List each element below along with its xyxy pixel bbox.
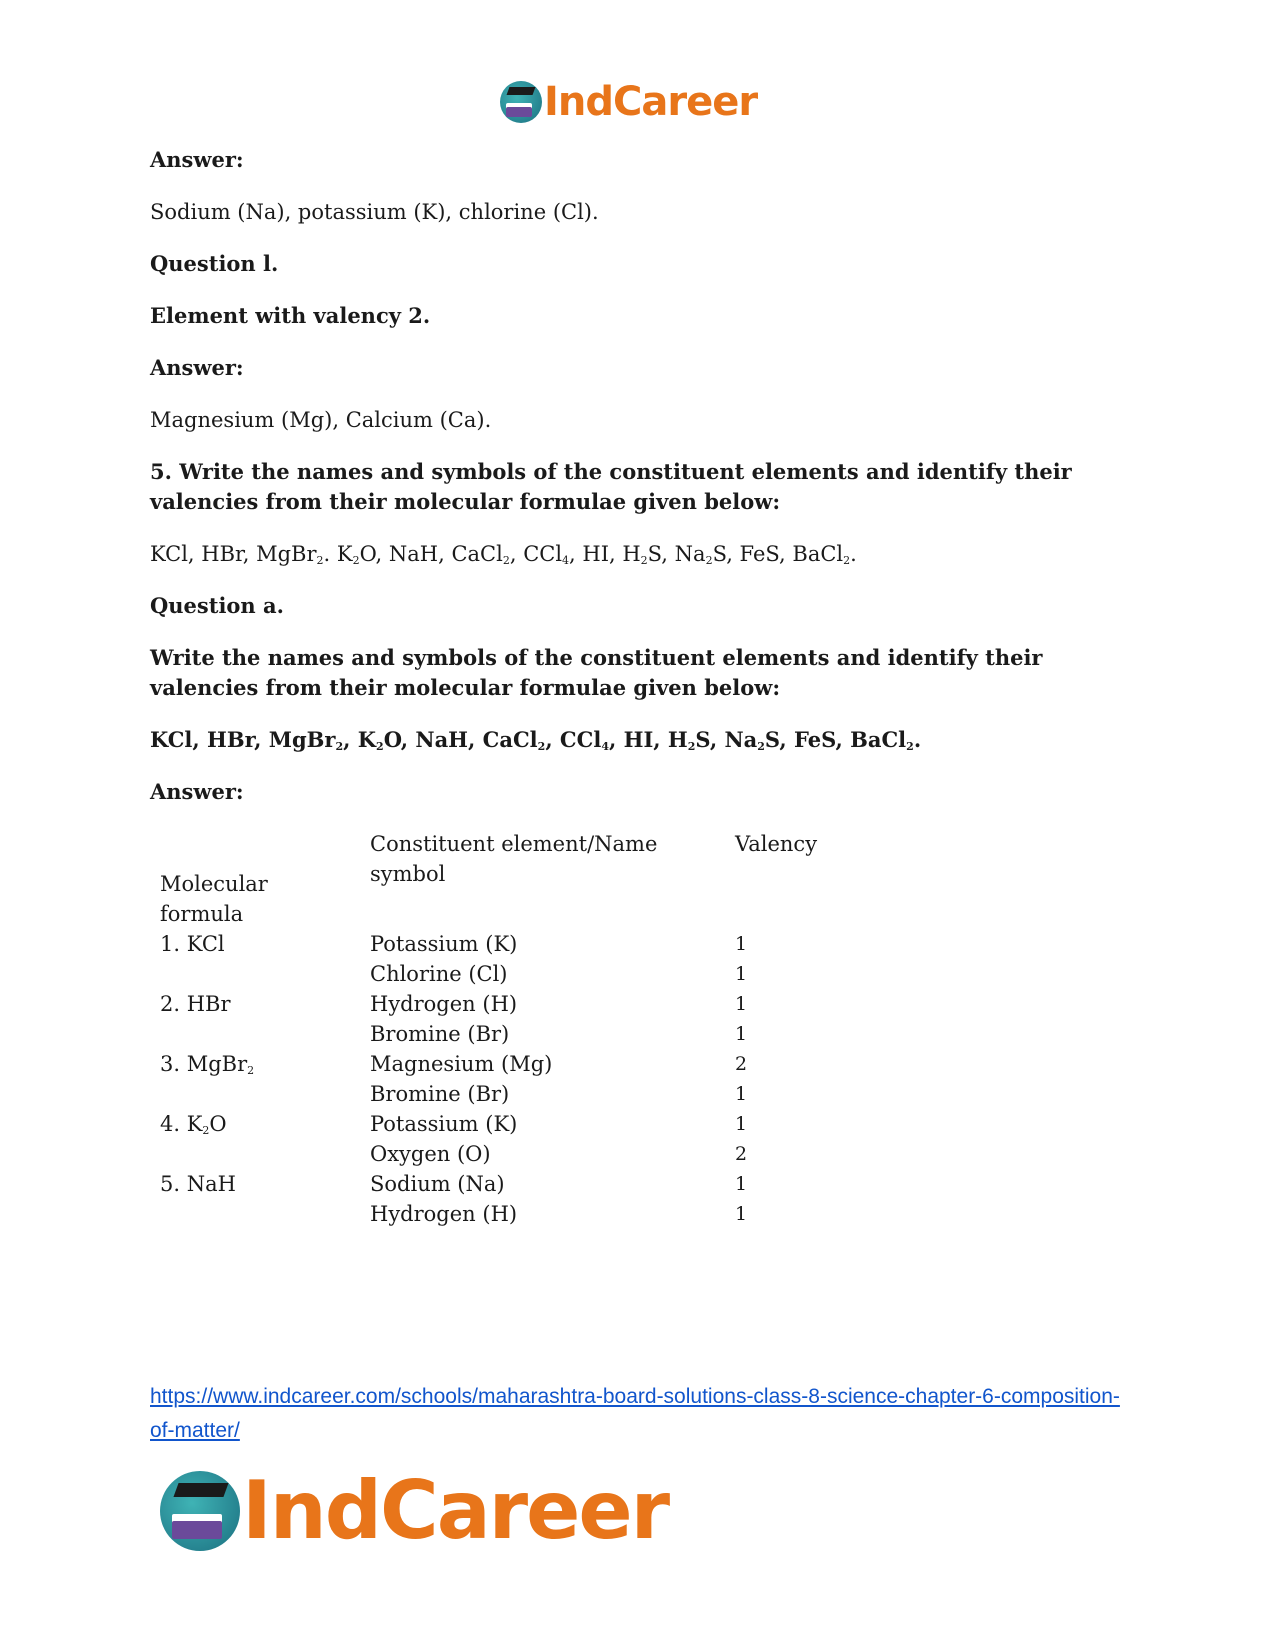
subscript: 2 [352,554,360,567]
footer-logo [160,1466,668,1556]
element-name: Potassium (K) [370,1112,518,1136]
subscript: 2 [316,554,324,567]
valency-value: 1 [735,1083,748,1105]
valency-cell [725,1169,845,1229]
element-name: Oxygen (O) [370,1142,491,1166]
valency-value: 1 [735,1203,748,1225]
table-row [150,929,845,989]
answer-heading: Answer: [150,779,244,804]
molecular-formula-cell: 1. KCl [160,932,225,956]
graduation-book-icon [500,81,542,123]
valency-value: 1 [735,963,748,985]
question-a-text: Write the names and symbols of the constituent elements and identify their valencies from their molecular formulae given below: [150,645,1043,700]
subscript: 2 [335,740,344,753]
constituent-element-cell [360,929,725,989]
subscript: 2 [906,740,914,753]
molecular-formula-cell: 5. NaH [160,1172,236,1196]
valency-table [150,829,845,1229]
constituent-element-cell [360,1109,725,1169]
table-header-row [150,829,845,929]
valency-value: 1 [735,993,748,1015]
subscript: 2 [376,740,384,753]
question-heading: Question l. [150,251,279,276]
question-a-heading: Question a. [150,593,284,618]
answer-text: Sodium (Na), potassium (K), chlorine (Cl). [150,200,599,224]
element-name: Hydrogen (H) [370,1202,518,1226]
question-text: Element with valency 2. [150,303,431,328]
element-name: Bromine (Br) [370,1022,510,1046]
element-name: Chlorine (Cl) [370,962,508,986]
answer-text: Magnesium (Mg), Calcium (Ca). [150,408,492,432]
molecular-formula-cell: 3. MgBr$_2$ [160,1052,255,1077]
constituent-element-cell [360,989,725,1049]
formula-list: KCl, HBr, MgBr$_2$. $K_2O$, NaH, CaCl$_2$, CCl$_4$, HI, $H_2S$, $Na_2S$, FeS, BaCl$_2$. [150,542,857,567]
header-valency: Valency [735,832,818,856]
valency-cell [725,929,845,989]
page-content [150,145,1135,1229]
subscript: 2 [757,740,765,753]
element-name: Hydrogen (H) [370,992,518,1016]
answer-heading: Answer: [150,355,244,380]
table-row [150,989,845,1049]
header-molecular-formula: Molecular formula [160,872,268,926]
subscript: 4 [562,554,570,567]
valency-value: 1 [735,933,748,955]
header-logo [500,78,757,126]
graduation-book-icon [160,1471,240,1551]
valency-cell [725,1109,845,1169]
subscript: 2 [640,554,648,567]
valency-value: 2 [735,1143,748,1165]
constituent-element-cell [360,1169,725,1229]
table-row [150,1169,845,1229]
header-logo-text: IndCareer [544,79,758,125]
element-name: Potassium (K) [370,932,518,956]
subscript: 2 [537,740,546,753]
subscript: 2 [502,554,510,567]
header-constituent-element: Constituent element/Name symbol [370,832,658,886]
table-row [150,1109,845,1169]
element-name: Sodium (Na) [370,1172,505,1196]
valency-value: 1 [735,1113,748,1135]
element-name: Magnesium (Mg) [370,1052,553,1076]
subscript: 2 [705,554,713,567]
subscript: 2 [843,554,851,567]
formula-list-bold: KCl, HBr, MgBr$_2$, $K_2O$, NaH, CaCl$_2$, CCl$_4$, HI, $H_2S$, $Na_2S$, FeS, BaCl$_2$. [150,727,922,753]
subscript: 4 [601,740,609,753]
footer-logo-text: IndCareer [242,1464,669,1557]
valency-cell [725,1049,845,1109]
valency-cell [725,989,845,1049]
table-row [150,1049,845,1109]
molecular-formula-cell: 2. HBr [160,992,231,1016]
subscript: 2 [687,740,696,753]
question-5-heading: 5. Write the names and symbols of the constituent elements and identify their valencies from their molecular formulae given below: [150,459,1072,514]
valency-value: 1 [735,1023,748,1045]
element-name: Bromine (Br) [370,1082,510,1106]
molecular-formula-cell: 4. $K_2O$ [160,1112,227,1137]
constituent-element-cell [360,1049,725,1109]
answer-heading: Answer: [150,147,244,172]
valency-value: 2 [735,1053,748,1075]
valency-value: 1 [735,1173,748,1195]
source-link[interactable]: https://www.indcareer.com/schools/maharashtra-board-solutions-class-8-science-chapter-6-composition-of-matter/ [150,1385,1120,1442]
